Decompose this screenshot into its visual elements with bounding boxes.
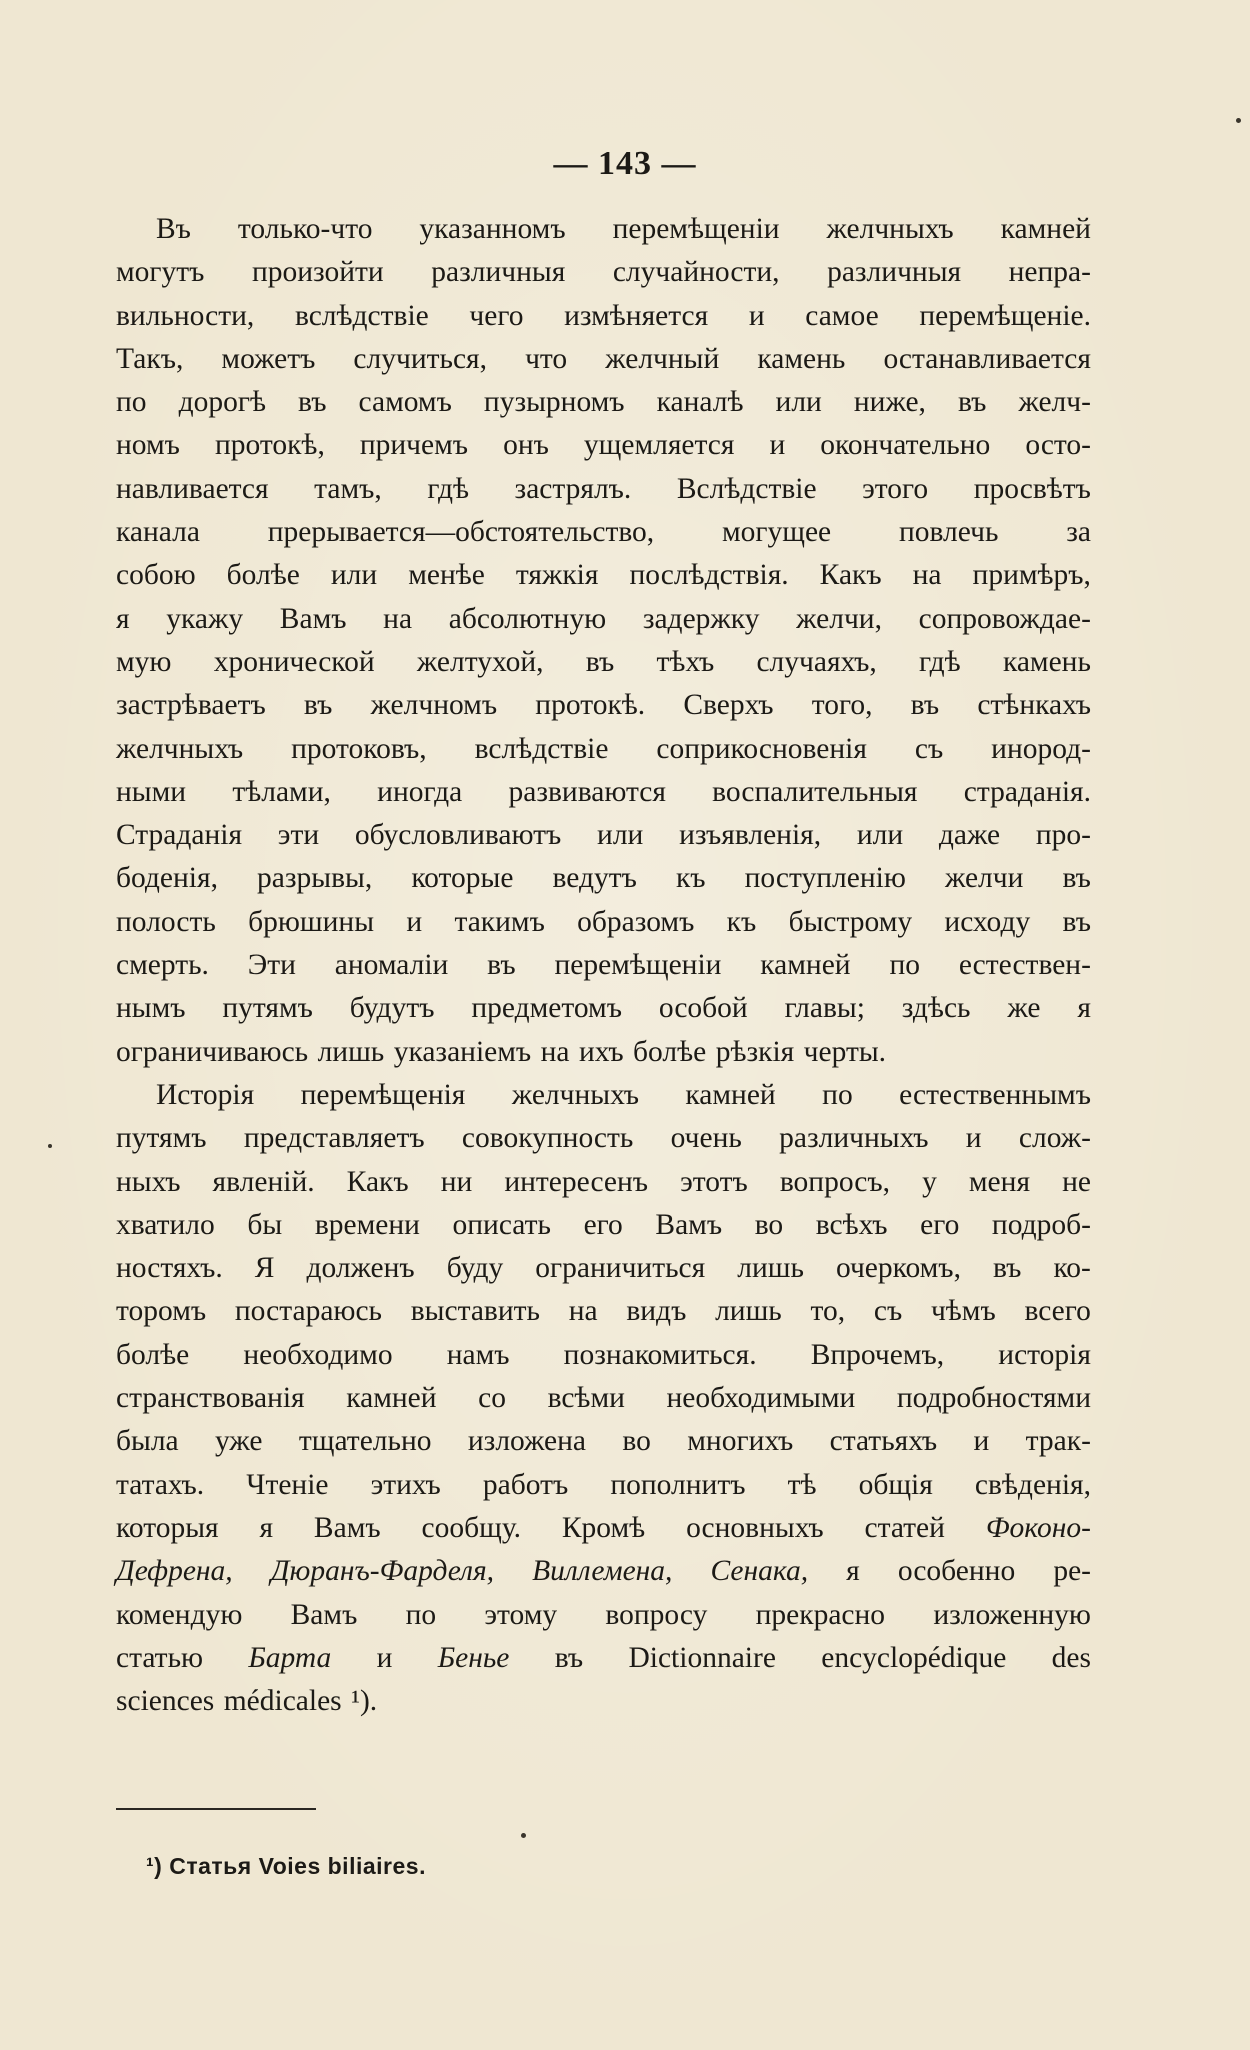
text-line: путямъ представляетъ совокупность очень различныхъ и слож- xyxy=(116,1122,1091,1155)
text-line: которыя я Вамъ сообщу. Кромѣ основныхъ статей Фоконо- xyxy=(116,1511,1091,1544)
text-line: ныхъ явленій. Какъ ни интересенъ этотъ вопросъ, у меня не xyxy=(116,1165,1091,1198)
text-line: ностяхъ. Я долженъ буду ограничиться лишь очеркомъ, въ ко- xyxy=(116,1252,1091,1285)
footnote: ¹) Статья Voies biliaires. xyxy=(146,1853,426,1879)
body-text xyxy=(116,208,1091,1723)
text-line: номъ протокѣ, причемъ онъ ущемляется и окончательно осто- xyxy=(116,429,1091,462)
text-line: навливается тамъ, гдѣ застрялъ. Вслѣдствіе этого просвѣтъ xyxy=(116,472,1091,505)
text-line: боденія, разрывы, которые ведутъ къ поступленію желчи въ xyxy=(116,862,1091,895)
text-line: татахъ. Чтеніе этихъ работъ пополнитъ тѣ общія свѣденія, xyxy=(116,1468,1091,1501)
text-line: смерть. Эти аномаліи въ перемѣщеніи камней по естествен- xyxy=(116,949,1091,982)
text-line: вильности, вслѣдствіе чего измѣняется и самое перемѣщеніе. xyxy=(116,299,1091,332)
text-line: я укажу Вамъ на абсолютную задержку желчи, сопровождае- xyxy=(116,602,1091,635)
text-line: хватило бы времени описать его Вамъ во всѣхъ его подроб- xyxy=(116,1208,1091,1241)
text-line: торомъ постараюсь выставить на видъ лишь то, съ чѣмъ всего xyxy=(116,1295,1091,1328)
text-line: Въ только-что указанномъ перемѣщеніи желчныхъ камней xyxy=(156,213,1091,245)
text-line: странствованія камней со всѣми необходимыми подробностями xyxy=(116,1382,1091,1415)
text-line: статью Барта и Бенье въ Dictionnaire encyclopédique des xyxy=(116,1641,1091,1674)
text-line: желчныхъ протоковъ, вслѣдствіе соприкосновенія съ инород- xyxy=(116,732,1091,765)
text-line: по дорогѣ въ самомъ пузырномъ каналѣ или ниже, въ желч- xyxy=(116,386,1091,419)
text-line: полость брюшины и такимъ образомъ къ быстрому исходу въ xyxy=(116,905,1091,938)
specks xyxy=(48,1144,52,1148)
text-line: болѣе необходимо намъ познакомиться. Впрочемъ, исторія xyxy=(116,1338,1091,1371)
text-line: застрѣваетъ въ желчномъ протокѣ. Сверхъ того, въ стѣнкахъ xyxy=(116,689,1091,722)
text-line: была уже тщательно изложена во многихъ статьяхъ и трак- xyxy=(116,1425,1091,1458)
footnote-rule xyxy=(116,1808,316,1810)
text-line: ограничиваюсь лишь указаніемъ на ихъ болѣе рѣзкія черты. xyxy=(116,1035,887,1068)
text-line: канала прерывается—обстоятельство, могущее повлечь за xyxy=(116,516,1091,549)
specks xyxy=(521,1833,526,1838)
text-line: мую хронической желтухой, въ тѣхъ случаяхъ, гдѣ камень xyxy=(116,645,1091,678)
page-number: — 143 — xyxy=(553,145,697,182)
text-line: комендую Вамъ по этому вопросу прекрасно изложенную xyxy=(116,1598,1091,1631)
text-line: Исторія перемѣщенія желчныхъ камней по естественнымъ xyxy=(156,1078,1091,1111)
text-line: могутъ произойти различныя случайности, различныя непра- xyxy=(116,256,1091,289)
text-line: нымъ путямъ будутъ предметомъ особой главы; здѣсь же я xyxy=(116,992,1091,1025)
text-line: Страданія эти обусловливаютъ или изъявленія, или даже про- xyxy=(116,819,1091,852)
text-line: ными тѣлами, иногда развиваются воспалительныя страданія. xyxy=(116,775,1091,808)
text-line: Такъ, можетъ случиться, что желчный камень останавливается xyxy=(116,342,1091,375)
specks xyxy=(1236,118,1241,123)
text-line: Дефрена, Дюранъ-Фарделя, Виллемена, Сенака, я особенно ре- xyxy=(116,1555,1091,1588)
text-line: собою болѣе или менѣе тяжкія послѣдствія. Какъ на примѣръ, xyxy=(116,559,1091,592)
text-line: sciences médicales ¹). xyxy=(116,1685,378,1718)
